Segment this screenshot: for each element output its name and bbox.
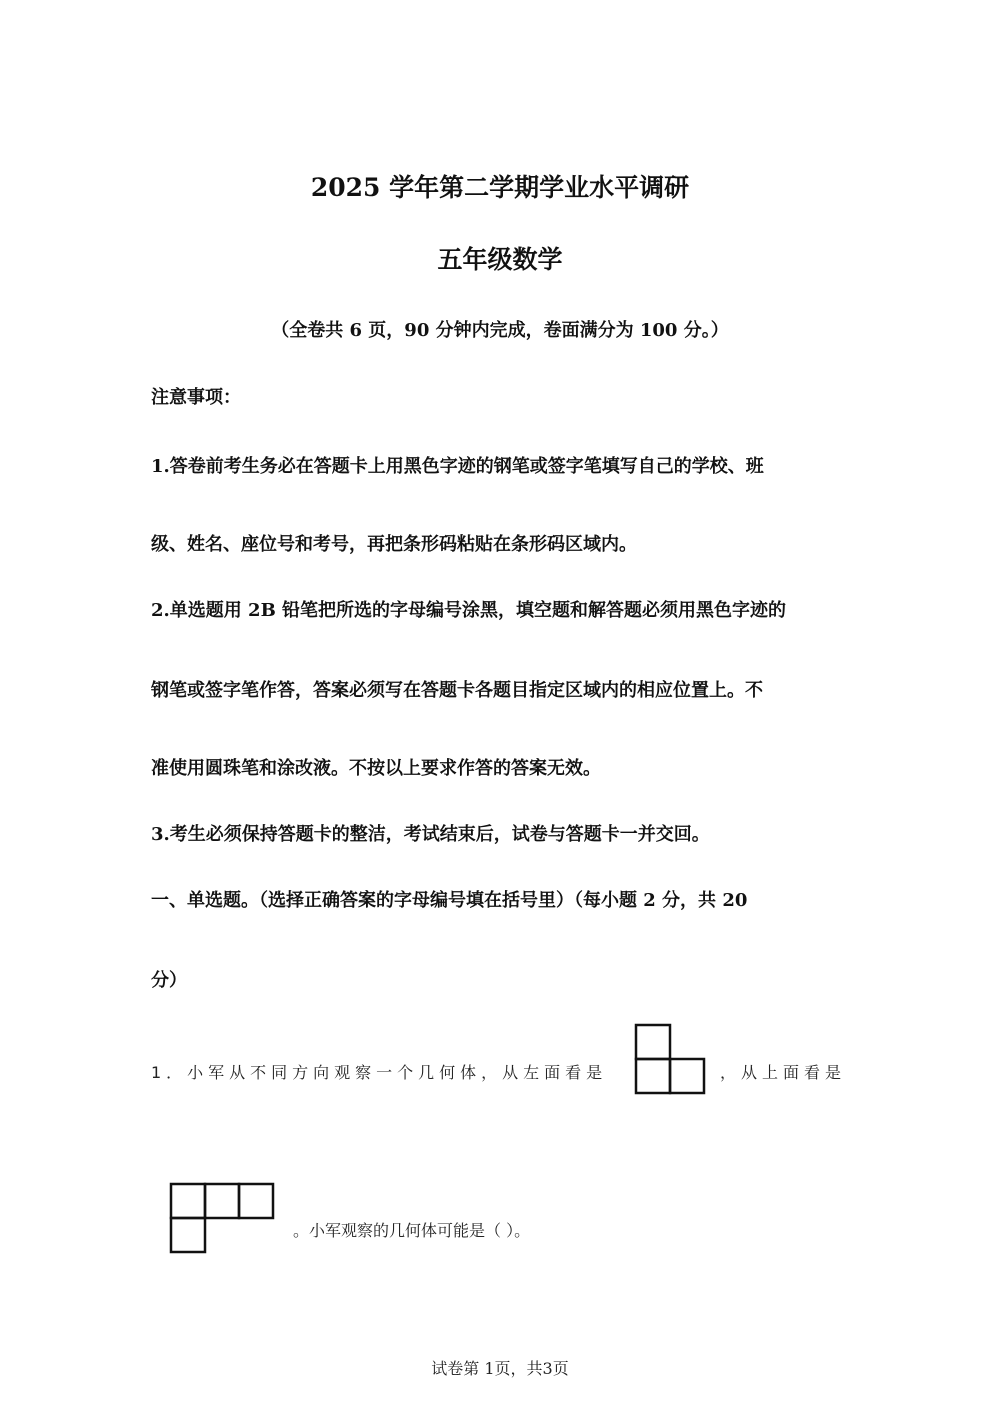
instruction-2-line-1: 2.单选题用 2B 铅笔把所选的字母编号涂黑，填空题和解答题必须用黑色字迹的 [151,600,787,621]
top-view-figure [167,1180,279,1256]
question-1-text-part-2: ，从上面看是 [720,1063,847,1082]
section-1-heading-line-1: 一、单选题。（选择正确答案的字母编号填在括号里）（每小题 2 分，共 20 [151,890,748,911]
instruction-1-line-2: 级、姓名、座位号和考号，再把条形码粘贴在条形码区域内。 [151,534,637,555]
question-1-text-part-3: 。小军观察的几何体可能是（ ）。 [293,1221,531,1240]
question-1-text-part-1: 1．小军从不同方向观察一个几何体，从左面看是 [151,1063,608,1082]
page-footer: 试卷第 1页，共3页 [431,1359,569,1378]
instruction-2-line-3: 准使用圆珠笔和涂改液。不按以上要求作答的答案无效。 [151,758,601,779]
instruction-2-line-2: 钢笔或签字笔作答，答案必须写在答题卡各题目指定区域内的相应位置上。不 [151,680,763,701]
exam-subject: 五年级数学 [437,245,563,274]
instruction-1-line-1: 1.答卷前考生务必在答题卡上用黑色字迹的钢笔或签字笔填写自己的学校、班 [151,456,764,477]
left-view-figure [632,1022,708,1096]
instruction-3: 3.考生必须保持答题卡的整洁，考试结束后，试卷与答题卡一并交回。 [151,824,710,845]
exam-title: 2025 学年第二学期学业水平调研 [310,173,690,202]
instructions-heading: 注意事项： [151,387,241,408]
section-1-heading-line-2: 分） [151,970,187,991]
exam-note: （全卷共 6 页，90 分钟内完成，卷面满分为 100 分。） [271,320,729,341]
